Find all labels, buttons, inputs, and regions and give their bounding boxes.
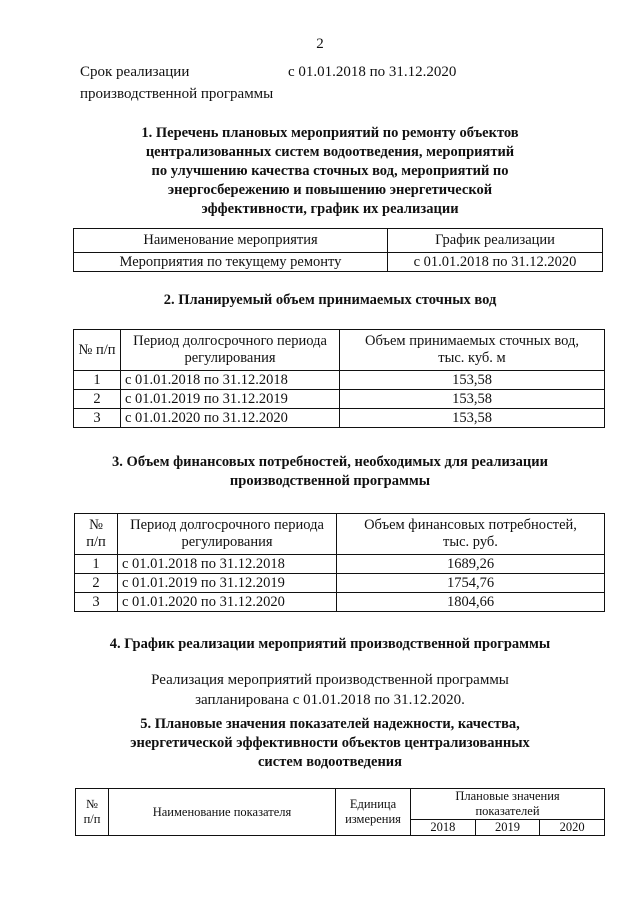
section4-text-line2: запланирована с 01.01.2018 по 31.12.2020. [195,692,465,708]
header-unit-line2: измерения [345,812,401,826]
header-cell-no [75,514,118,555]
section1-title-line: энергосбережению и повышению энергетической [167,182,493,198]
cell-period: с 01.01.2019 по 31.12.2019 [118,574,337,593]
section3-title-line: производственной программы [229,473,431,489]
section5-table [75,788,605,836]
section1-title-line: 1. Перечень плановых мероприятий по ремонту объектов [141,125,519,141]
section3-table [74,513,605,612]
header-period-line2: регулирования [184,350,276,366]
cell-activity: Мероприятия по текущему ремонту [74,253,388,272]
header-plan-line1: Плановые значения [455,789,560,803]
table-row [75,574,605,593]
header-cell-indicator: Наименование показателя [109,789,336,836]
header-no-line2: п/п [86,534,106,550]
header-cell-no [76,789,109,836]
section3-title-line: 3. Объем финансовых потребностей, необходимых для реализации [112,454,548,470]
header-period-line1: Период долгосрочного периода [130,517,324,533]
table-header-row [74,330,605,371]
header-plan-line2: показателей [475,804,540,818]
cell-volume: 153,58 [340,390,605,409]
section1-title-line: по улучшению качества сточных вод, мероприятий по [151,163,509,179]
table-header-row [76,789,605,820]
cell-no: 3 [74,409,121,428]
section4-text [60,670,600,710]
header-volume-line1: Объем принимаемых сточных вод, [365,333,579,349]
cell-no: 2 [75,574,118,593]
section5-title [60,715,600,772]
cell-finance: 1804,66 [337,593,605,612]
header-finance-line2: тыс. руб. [443,534,498,550]
header-cell-period [121,330,340,371]
table-header-row [75,514,605,555]
header-cell-year: 2019 [475,820,540,836]
section1-title [60,124,600,219]
section5-title-line: энергетической эффективности объектов централизованных [130,735,530,751]
section1-title-line: эффективности, график их реализации [201,201,459,217]
header-cell-activity: Наименование мероприятия [74,229,388,253]
cell-period: с 01.01.2018 по 31.12.2018 [121,371,340,390]
term-label-line1: Срок реализации [80,64,190,80]
term-label-line2: производственной программы [80,86,274,102]
cell-period: с 01.01.2019 по 31.12.2019 [121,390,340,409]
cell-period: с 01.01.2018 по 31.12.2018 [118,555,337,574]
table-row [74,390,605,409]
cell-no: 2 [74,390,121,409]
header-cell-plan [411,789,605,820]
header-cell-unit [336,789,411,836]
header-no-line1: № [89,517,103,533]
header-cell-finance [337,514,605,555]
header-unit-line1: Единица [349,797,397,811]
section2-title: 2. Планируемый объем принимаемых сточных вод [163,292,497,308]
page-number: 2 [316,36,324,52]
cell-period: с 01.01.2020 по 31.12.2020 [118,593,337,612]
cell-no: 1 [75,555,118,574]
table-row [74,253,603,272]
table-row [75,593,605,612]
table-row [75,555,605,574]
header-no-line2: п/п [83,812,101,826]
header-volume-line2: тыс. куб. м [438,350,506,366]
term-value: с 01.01.2018 по 31.12.2020 [288,64,457,80]
cell-finance: 1754,76 [337,574,605,593]
cell-no: 3 [75,593,118,612]
header-no-line1: № [86,797,98,811]
cell-volume: 153,58 [340,409,605,428]
header-period-line2: регулирования [181,534,273,550]
header-cell-period [118,514,337,555]
table-header-row [74,229,603,253]
header-cell-no: № п/п [74,330,121,371]
header-period-line1: Период долгосрочного периода [133,333,327,349]
cell-schedule: с 01.01.2018 по 31.12.2020 [388,253,603,272]
section1-title-line: централизованных систем водоотведения, мероприятий [145,144,515,160]
header-cell-year: 2020 [540,820,605,836]
header-cell-volume [340,330,605,371]
section3-title [60,453,600,491]
section2-table [73,329,605,428]
section1-table [73,228,603,272]
header-finance-line1: Объем финансовых потребностей, [364,517,577,533]
table-row [74,371,605,390]
section5-title-line: систем водоотведения [257,754,403,770]
cell-period: с 01.01.2020 по 31.12.2020 [121,409,340,428]
table-row [74,409,605,428]
section4-text-line1: Реализация мероприятий производственной программы [151,672,509,688]
cell-volume: 153,58 [340,371,605,390]
section5-title-line: 5. Плановые значения показателей надежности, качества, [140,716,520,732]
cell-finance: 1689,26 [337,555,605,574]
cell-no: 1 [74,371,121,390]
section4-title: 4. График реализации мероприятий производственной программы [109,636,551,652]
header-cell-year: 2018 [411,820,476,836]
header-cell-schedule: График реализации [388,229,603,253]
